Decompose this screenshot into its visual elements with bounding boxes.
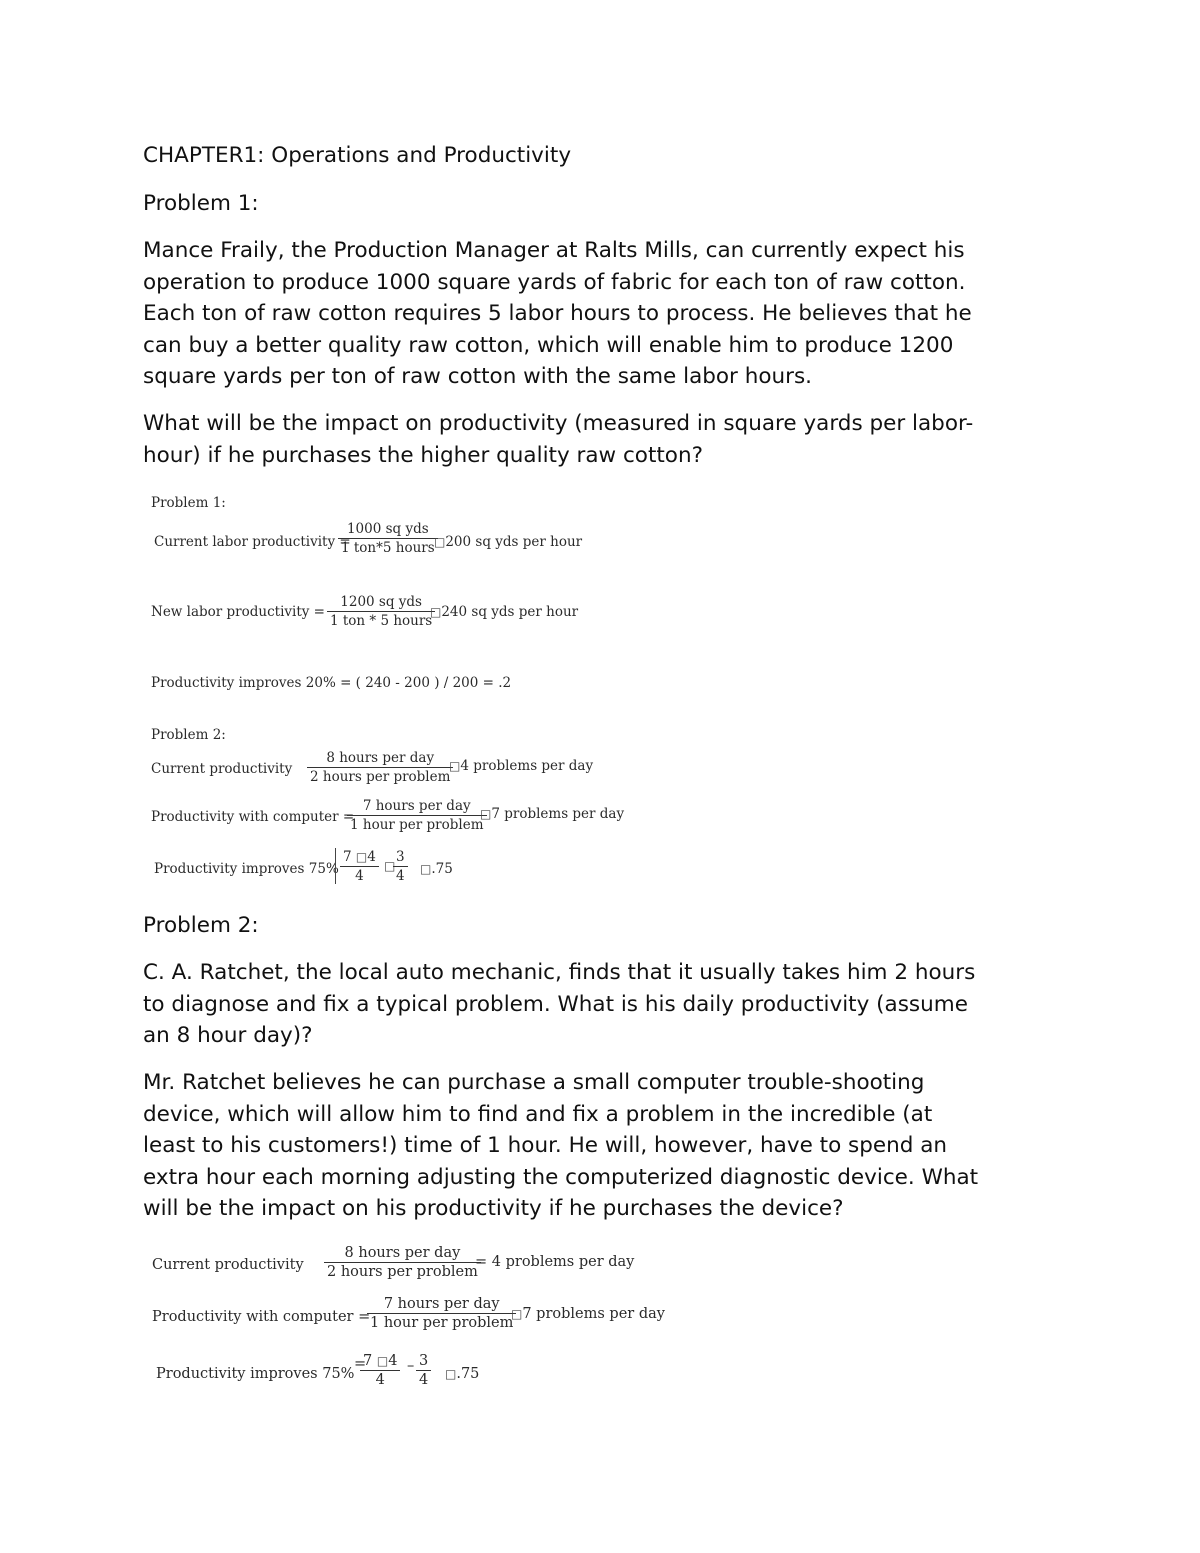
new-labor-fraction — [327, 594, 435, 629]
fraction-numerator: 7 hours per day — [347, 798, 487, 816]
fraction-numerator: 7 □4 — [360, 1353, 400, 1371]
problem-1-question — [143, 408, 1073, 471]
fraction-numerator: 3 — [416, 1353, 431, 1371]
equals-sign: = — [475, 1254, 488, 1270]
improve-fraction-b — [393, 849, 408, 884]
text-line: least to his customers!) time of 1 hour. He will, however, have to spend an — [143, 1133, 948, 1159]
fraction-denominator: 2 hours per problem — [310, 769, 451, 785]
current-labor-productivity-label: Current labor productivity = — [154, 534, 351, 550]
improve-fraction-b — [416, 1353, 431, 1388]
text-line: to diagnose and fix a typical problem. What is his daily productivity (assume — [143, 991, 968, 1017]
text-line: Mance Fraily, the Production Manager at Ralts Mills, can currently expect his — [143, 238, 965, 263]
fraction-denominator: 4 — [396, 868, 405, 884]
problem-2-text — [143, 957, 1073, 1052]
text-line: Each ton of raw cotton requires 5 labor hours to process. He believes that he — [143, 301, 972, 327]
improve-fraction-a — [340, 849, 379, 884]
missing-glyph-icon: □ — [449, 759, 461, 773]
productivity-improves-20: Productivity improves 20% = ( 240 - 200 ) / 200 = .2 — [151, 675, 512, 691]
productivity-improves-75-label: Productivity improves 75% — [156, 1366, 355, 1382]
missing-glyph-icon: □ — [376, 1354, 389, 1368]
new-labor-productivity-label: New labor productivity = — [151, 604, 325, 620]
missing-glyph-icon: □ — [445, 1367, 457, 1381]
missing-glyph-icon: □ — [480, 807, 492, 821]
text-line: C. A. Ratchet, the local auto mechanic, finds that it usually takes him 2 hours — [143, 960, 976, 985]
improve-result: □.75 — [445, 1366, 480, 1382]
current-labor-result: □200 sq yds per hour — [434, 534, 583, 550]
text-line: device, which will allow him to find and fix a problem in the incredible (at — [143, 1101, 933, 1127]
problem-1-heading: Problem 1: — [143, 191, 259, 216]
productivity-with-computer-label: Productivity with computer = — [151, 809, 355, 825]
solution-problem-2-heading: Problem 2: — [151, 727, 226, 743]
productivity-with-computer-result: □7 problems per day — [480, 806, 625, 822]
fraction-denominator: 1 hour per problem — [370, 1315, 514, 1331]
new-labor-result: □240 sq yds per hour — [430, 604, 579, 620]
problem-2-heading: Problem 2: — [143, 913, 259, 938]
productivity-improves-75-label: Productivity improves 75% — [154, 861, 339, 877]
text-line: Mr. Ratchet believes he can purchase a small computer trouble-shooting — [143, 1070, 925, 1095]
problem-2-question — [143, 1067, 1073, 1225]
current-productivity-fraction — [307, 750, 453, 785]
improve-result: □.75 — [420, 861, 453, 877]
fraction-denominator: 4 — [355, 868, 364, 884]
current-productivity-result: = 4 problems per day — [475, 1254, 635, 1270]
current-labor-fraction — [338, 521, 438, 556]
productivity-with-computer-fraction — [367, 1296, 516, 1331]
text-line: extra hour each morning adjusting the computerized diagnostic device. What — [143, 1164, 979, 1190]
missing-glyph-icon: □ — [511, 1307, 523, 1321]
text-line: What will be the impact on productivity (measured in square yards per labor- — [143, 411, 974, 436]
missing-glyph-icon: □ — [355, 850, 368, 864]
text-line: square yards per ton of raw cotton with the same labor hours. — [143, 364, 813, 390]
productivity-with-computer-fraction — [347, 798, 487, 833]
fraction-denominator: 1 ton*5 hours — [341, 540, 435, 556]
missing-glyph-icon: □ — [430, 605, 442, 619]
problem-1-text — [143, 235, 1073, 393]
text-line: will be the impact on his productivity if he purchases the device? — [143, 1196, 844, 1222]
fraction-numerator: 1000 sq yds — [338, 521, 438, 539]
fraction-denominator: 4 — [419, 1372, 429, 1388]
current-productivity-result: □4 problems per day — [449, 758, 594, 774]
solution-problem-1-heading: Problem 1: — [151, 495, 226, 511]
productivity-with-computer-result: □7 problems per day — [511, 1306, 665, 1322]
text-line: an 8 hour day)? — [143, 1023, 313, 1049]
fraction-denominator: 1 hour per problem — [350, 817, 484, 833]
productivity-with-computer-label: Productivity with computer = — [152, 1309, 371, 1325]
fraction-numerator: 7 □4 — [340, 849, 379, 867]
text-line: hour) if he purchases the higher quality raw cotton? — [143, 442, 703, 468]
current-productivity-fraction — [324, 1245, 481, 1280]
missing-glyph-icon: □ — [384, 859, 396, 873]
missing-glyph-icon: □ — [434, 535, 446, 549]
fraction-numerator: 8 hours per day — [324, 1245, 481, 1263]
chapter-title: CHAPTER1: Operations and Productivity — [143, 143, 572, 168]
text-line: can buy a better quality raw cotton, which will enable him to produce 1200 — [143, 332, 954, 358]
fraction-denominator: 1 ton * 5 hours — [330, 613, 433, 629]
current-productivity-label: Current productivity — [152, 1257, 304, 1273]
fraction-numerator: 1200 sq yds — [327, 594, 435, 612]
text-line: operation to produce 1000 square yards of fabric for each ton of raw cotton. — [143, 269, 966, 295]
missing-glyph-icon: □ — [420, 862, 432, 876]
minus-sign: – — [407, 1358, 415, 1374]
equals-sign: = — [354, 1356, 367, 1372]
current-productivity-label: Current productivity — [151, 761, 293, 777]
fraction-numerator: 7 hours per day — [367, 1296, 516, 1314]
fraction-numerator: 3 — [393, 849, 408, 867]
fraction-denominator: 2 hours per problem — [327, 1264, 478, 1280]
fraction-denominator: 4 — [375, 1372, 385, 1388]
fraction-numerator: 8 hours per day — [307, 750, 453, 768]
improve-fraction-a — [360, 1353, 400, 1388]
